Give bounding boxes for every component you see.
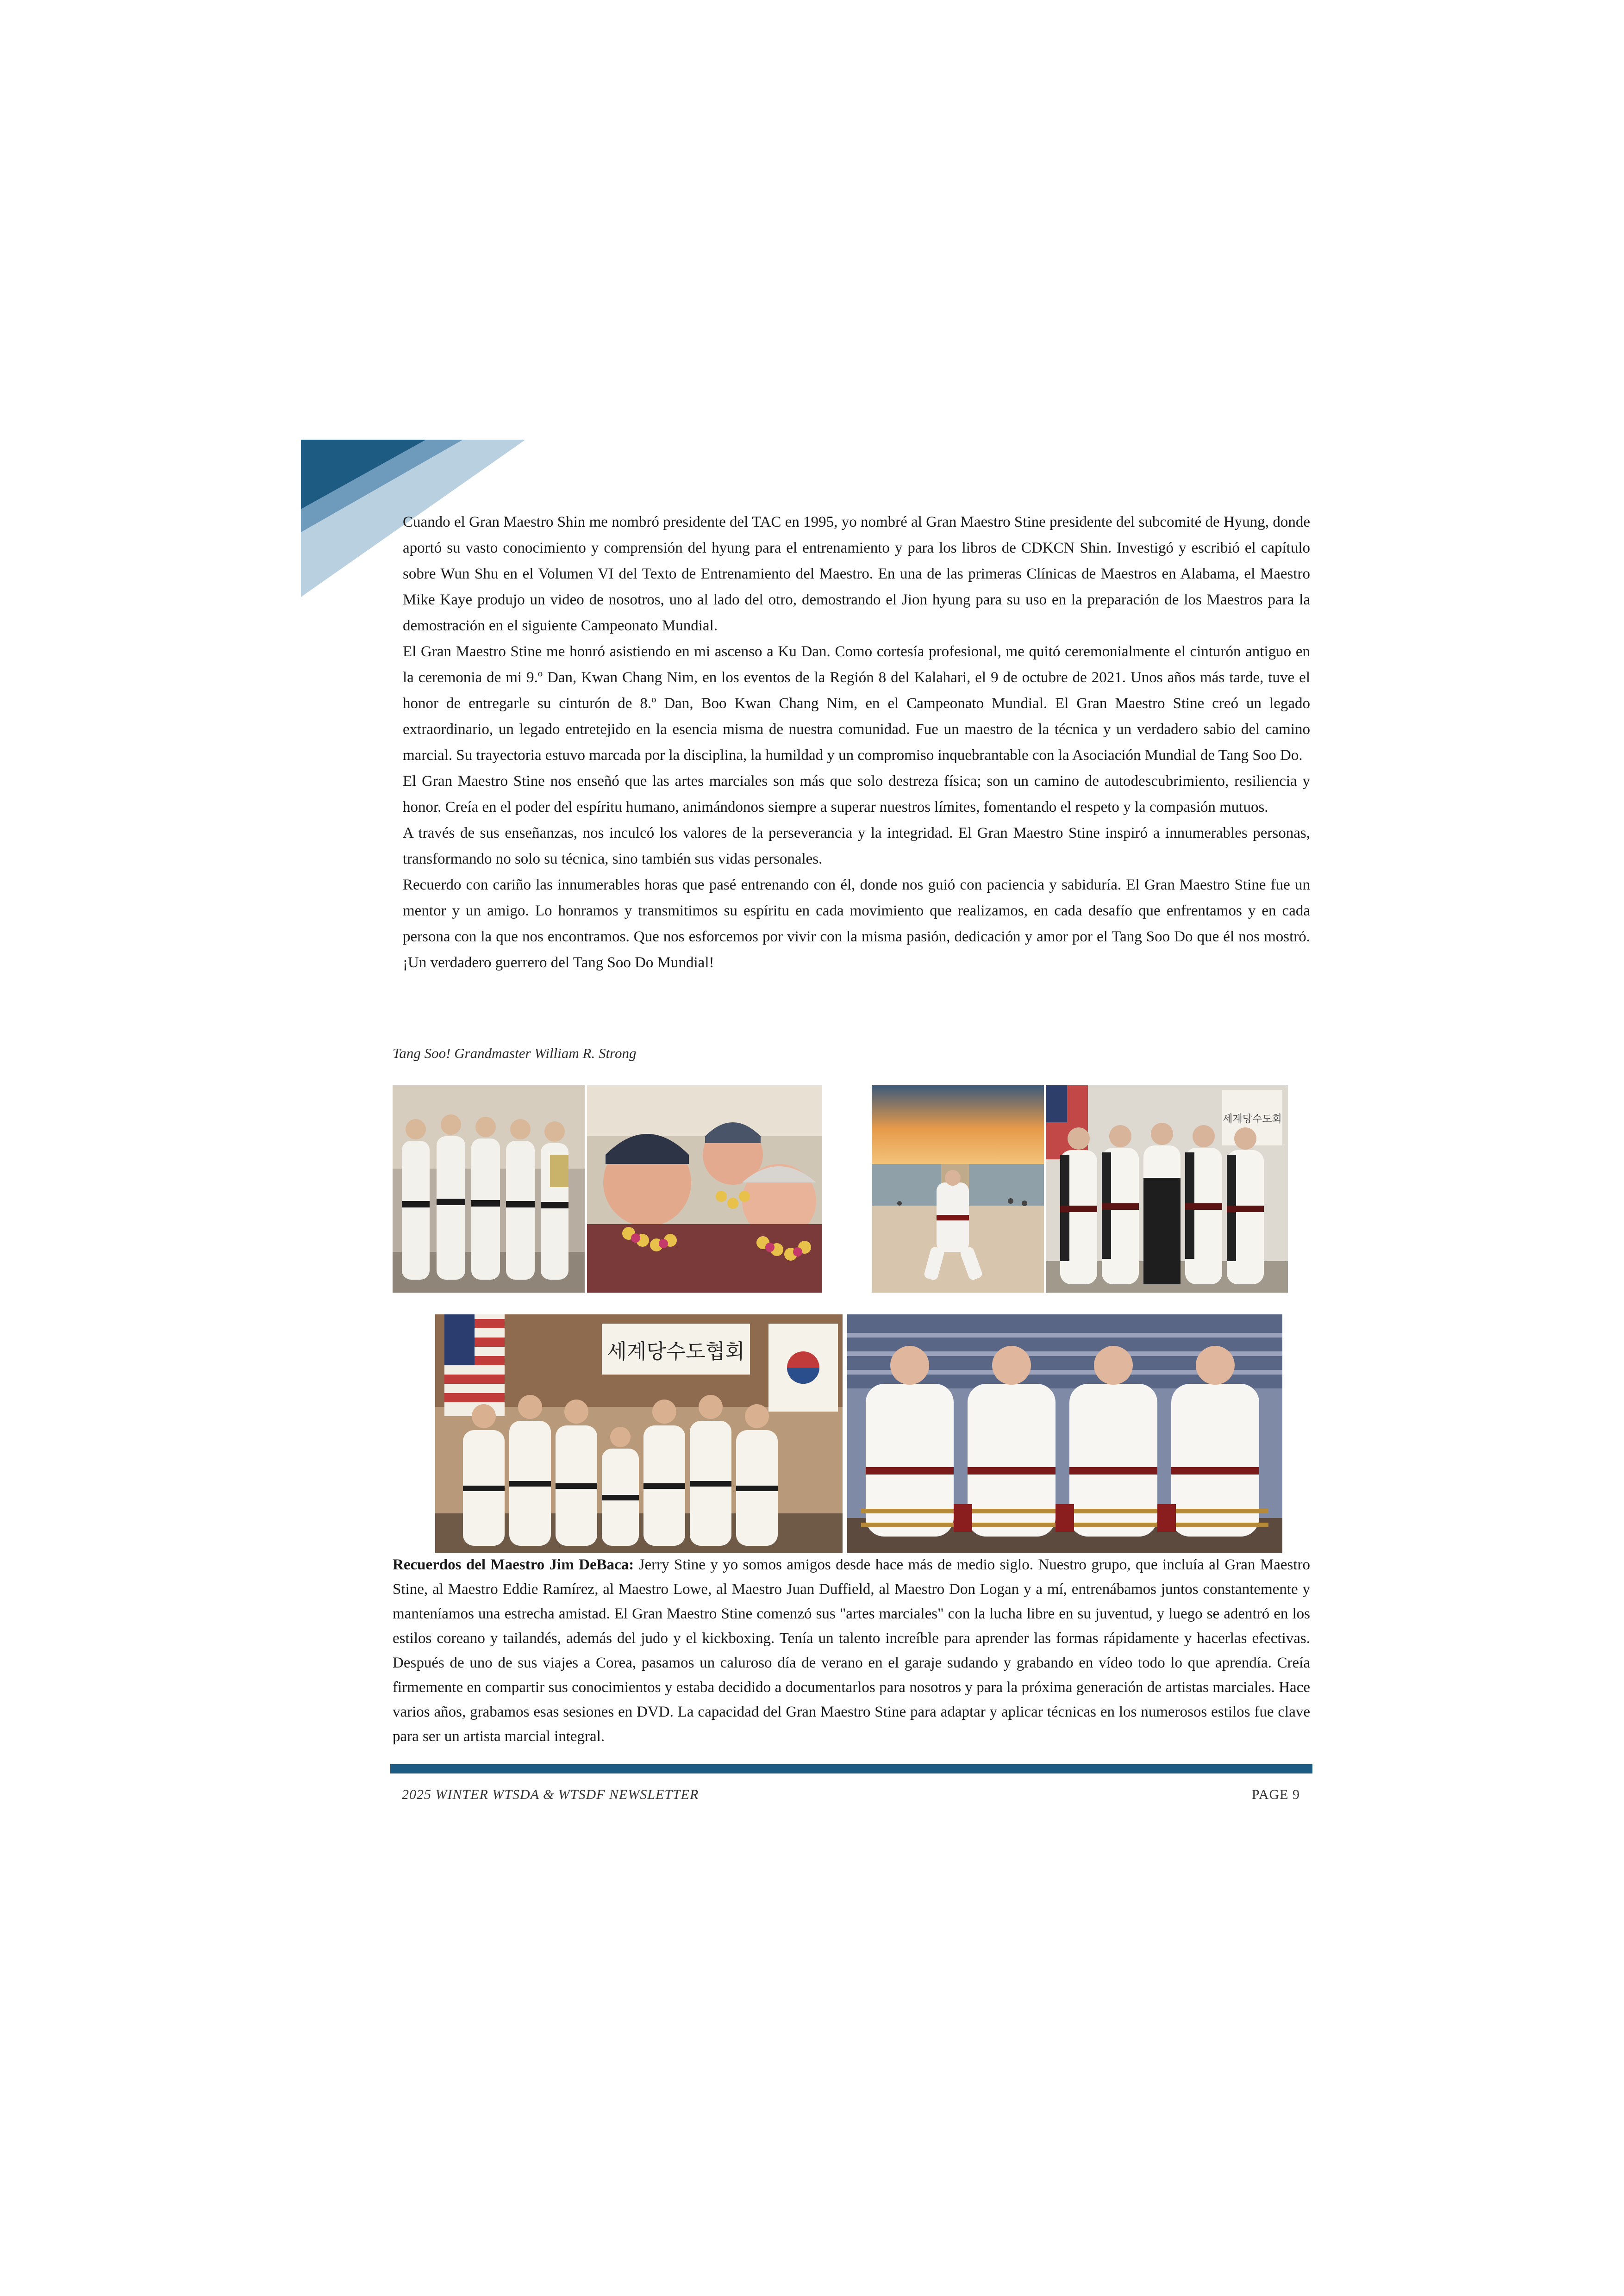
footer-newsletter-title: 2025 WINTER WTSDA & WTSDF NEWSLETTER: [402, 1787, 699, 1802]
paragraph: El Gran Maestro Stine me honró asistiendo en mi ascenso a Ku Dan. Como cortesía profesional, me quitó ceremonialmente el cinturón antiguo en la ceremonia de mi 9.º Dan, Kwan Chang Nim, en los eventos de la Región 8 del Kalahari, el 9 de octubre de 2021. Unos años más tarde, tuve el honor de entregarle su cinturón de 8.º Dan, Boo Kwan Chang Nim, en el Campeonato Mundial. El Gran Maestro Stine creó un legado extraordinario, un legado entretejido en la esencia misma de nuestra comunidad. Fue un maestro de la técnica y un verdadero sabio del camino marcial. Su trayectoria estuvo marcada por la disciplina, la humildad y un compromiso inquebrantable con la Asociación Mundial de Tang Soo Do.: [403, 643, 1310, 764]
article-body: [403, 509, 1310, 976]
paragraph: El Gran Maestro Stine nos enseñó que las artes marciales son más que solo destreza física; son un camino de autodescubrimiento, resiliencia y honor. Creía en el poder del espíritu humano, animándonos siempre a superar nuestros límites, fomentando el respeto y la compasión mutuos.: [403, 773, 1310, 815]
memories-lead: Recuerdos del Maestro Jim DeBaca:: [393, 1556, 634, 1573]
memories-body: Jerry Stine y yo somos amigos desde hace más de medio siglo. Nuestro grupo, que incluía al Gran Maestro Stine, al Maestro Eddie Ramírez, al Maestro Lowe, al Maestro Juan Duffield, al Maestro Don Logan y a mí, entrenábamos juntos constantemente y manteníamos una estrecha amistad. El Gran Maestro Stine comenzó sus "artes marciales" con la lucha libre en su juventud, y luego se adentró en los estilos coreano y tailandés, además del judo y el kickboxing. Tenía un talento increíble para aprender las formas rápidamente y hacerlas efectivas. Después de uno de sus viajes a Corea, pasamos un caluroso día de verano en el garaje sudando y grabando en vídeo todo lo que aprendía. Creía firmemente en compartir sus conocimientos y estaba decidido a documentarlos para nosotros y para la próxima generación de artistas marciales. Hace varios años, grabamos esas sesiones en DVD. La capacidad del Gran Maestro Stine para adaptar y aplicar técnicas en los numerosos estilos fue clave para ser un artista marcial integral.: [393, 1556, 1310, 1745]
paragraph: Cuando el Gran Maestro Shin me nombró presidente del TAC en 1995, yo nombré al Gran Maestro Stine presidente del subcomité de Hyung, donde aportó su vasto conocimiento y comprensión del hyung para el entrenamiento y para los libros de CDKCN Shin. Investigó y escribió el capítulo sobre Wun Shu en el Volumen VI del Texto de Entrenamiento del Maestro. En una de las primeras Clínicas de Maestros en Alabama, el Maestro Mike Kaye produjo un video de nosotros, uno al lado del otro, demostrando el Jion hyung para su uso en la preparación de los Maestros para la demostración en el siguiente Campeonato Mundial.: [403, 514, 1310, 634]
photo-group-trophy: [393, 1085, 585, 1293]
paragraph: A través de sus enseñanzas, nos inculcó los valores de la perseverancia y la integridad. El Gran Maestro Stine inspiró a innumerables personas, transformando no solo su técnica, sino también sus vidas personales.: [403, 825, 1310, 867]
footer-page-number: PAGE 9: [1251, 1787, 1300, 1802]
signature: Tang Soo! Grandmaster William R. Strong: [393, 1045, 637, 1061]
photo-selfie-leis: [587, 1085, 822, 1293]
memories-paragraph: [393, 1553, 1310, 1749]
banner-text: 세계당수도회: [1223, 1114, 1282, 1125]
photo-beach-sunset: [872, 1085, 1044, 1293]
photo-dojang-group: [1046, 1085, 1288, 1293]
banner-text: 세계당수도협회: [607, 1340, 745, 1363]
photo-championship-masters: [847, 1314, 1282, 1553]
footer-divider: [390, 1764, 1312, 1773]
paragraph: Recuerdo con cariño las innumerables horas que pasé entrenando con él, donde nos guió con paciencia y sabiduría. El Gran Maestro Stine fue un mentor y un amigo. Lo honramos y transmitimos su espíritu en cada movimiento que realizamos, en cada desafío que enfrentamos y en cada persona con la que nos encontramos. Que nos esforcemos por vivir con la misma pasión, dedicación y amor por el Tang Soo Do que él nos mostró. ¡Un verdadero guerrero del Tang Soo Do Mundial!: [403, 877, 1310, 971]
photo-vintage-group: [435, 1314, 843, 1553]
